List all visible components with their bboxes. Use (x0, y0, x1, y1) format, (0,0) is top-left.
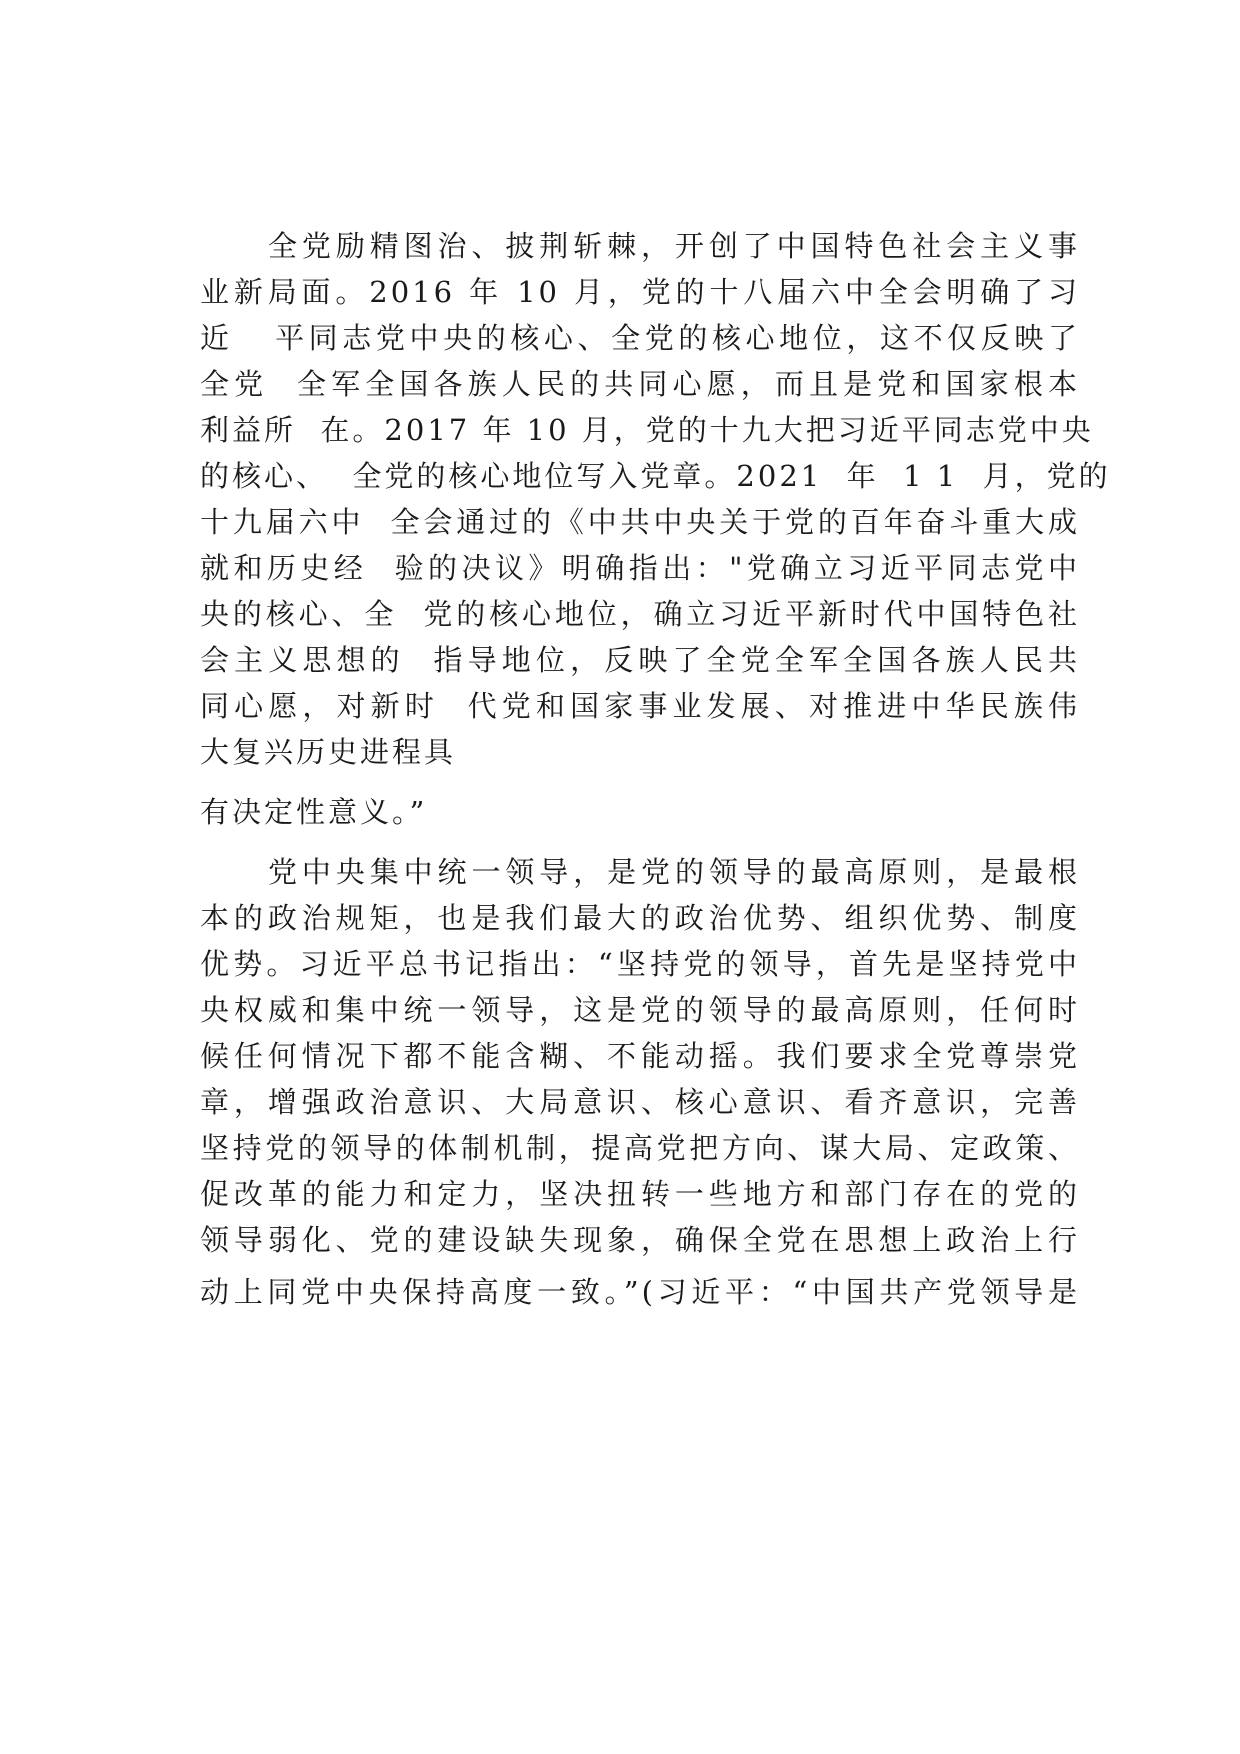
paragraph-3-line-10: 动上同党中央保持高度一致。”(习近平：“中国共产党领导是 (200, 1275, 1080, 1309)
paragraph-3-line-4: 央权威和集中统一领导，这是党的领导的最高原则，任何时 (200, 993, 1080, 1027)
paragraph-3-line-2: 本的政治规矩，也是我们最大的政治优势、组织优势、制度 (200, 901, 1080, 935)
paragraph-3-line-6: 章，增强政治意识、大局意识、核心意识、看齐意识，完善 (200, 1085, 1080, 1119)
paragraph-1-line-9: 央的核心、全 党的核心地位，确立习近平新时代中国特色社 (200, 597, 1080, 631)
paragraph-3-line-9: 领导弱化、党的建设缺失现象，确保全党在思想上政治上行 (200, 1223, 1080, 1257)
paragraph-3-line-7: 坚持党的领导的体制机制，提高党把方向、谋大局、定政策、 (200, 1131, 1080, 1165)
paragraph-3-line-1: 党中央集中统一领导，是党的领导的最高原则，是最根 (268, 855, 1080, 889)
paragraph-1-line-4: 全党 全军全国各族人民的共同心愿，而且是党和国家根本 (200, 367, 1080, 401)
paragraph-1-line-10: 会主义思想的 指导地位，反映了全党全军全国各族人民共 (200, 643, 1080, 677)
paragraph-1-line-11: 同心愿，对新时 代党和国家事业发展、对推进中华民族伟 (200, 689, 1080, 723)
paragraph-3-line-5: 候任何情况下都不能含糊、不能动摇。我们要求全党尊崇党 (200, 1039, 1080, 1073)
paragraph-1-line-1: 全党励精图治、披荆斩棘，开创了中国特色社会主义事 (268, 229, 1080, 263)
paragraph-3-line-3: 优势。习近平总书记指出：“坚持党的领导，首先是坚持党中 (200, 947, 1080, 981)
paragraph-1-line-2: 业新局面。2016 年 10 月，党的十八届六中全会明确了习 (200, 275, 1080, 309)
paragraph-3-line-8: 促改革的能力和定力，坚决扭转一些地方和部门存在的党的 (200, 1177, 1080, 1211)
paragraph-1-line-7: 十九届六中 全会通过的《中共中央关于党的百年奋斗重大成 (200, 505, 1080, 539)
paragraph-1-line-6: 的核心、 全党的核心地位写入党章。2021 年 1 1 月，党的 (200, 459, 1111, 493)
paragraph-1-line-8: 就和历史经 验的决议》明确指出："党确立习近平同志党中 (200, 551, 1080, 585)
paragraph-1-line-5: 利益所 在。2017 年 10 月，党的十九大把习近平同志党中央 (200, 413, 1094, 447)
paragraph-2-line-1: 有决定性意义。” (200, 795, 428, 829)
paragraph-1-line-3: 近 平同志党中央的核心、全党的核心地位，这不仅反映了 (200, 321, 1080, 355)
paragraph-1-line-12: 大复兴历史进程具 (200, 735, 457, 769)
